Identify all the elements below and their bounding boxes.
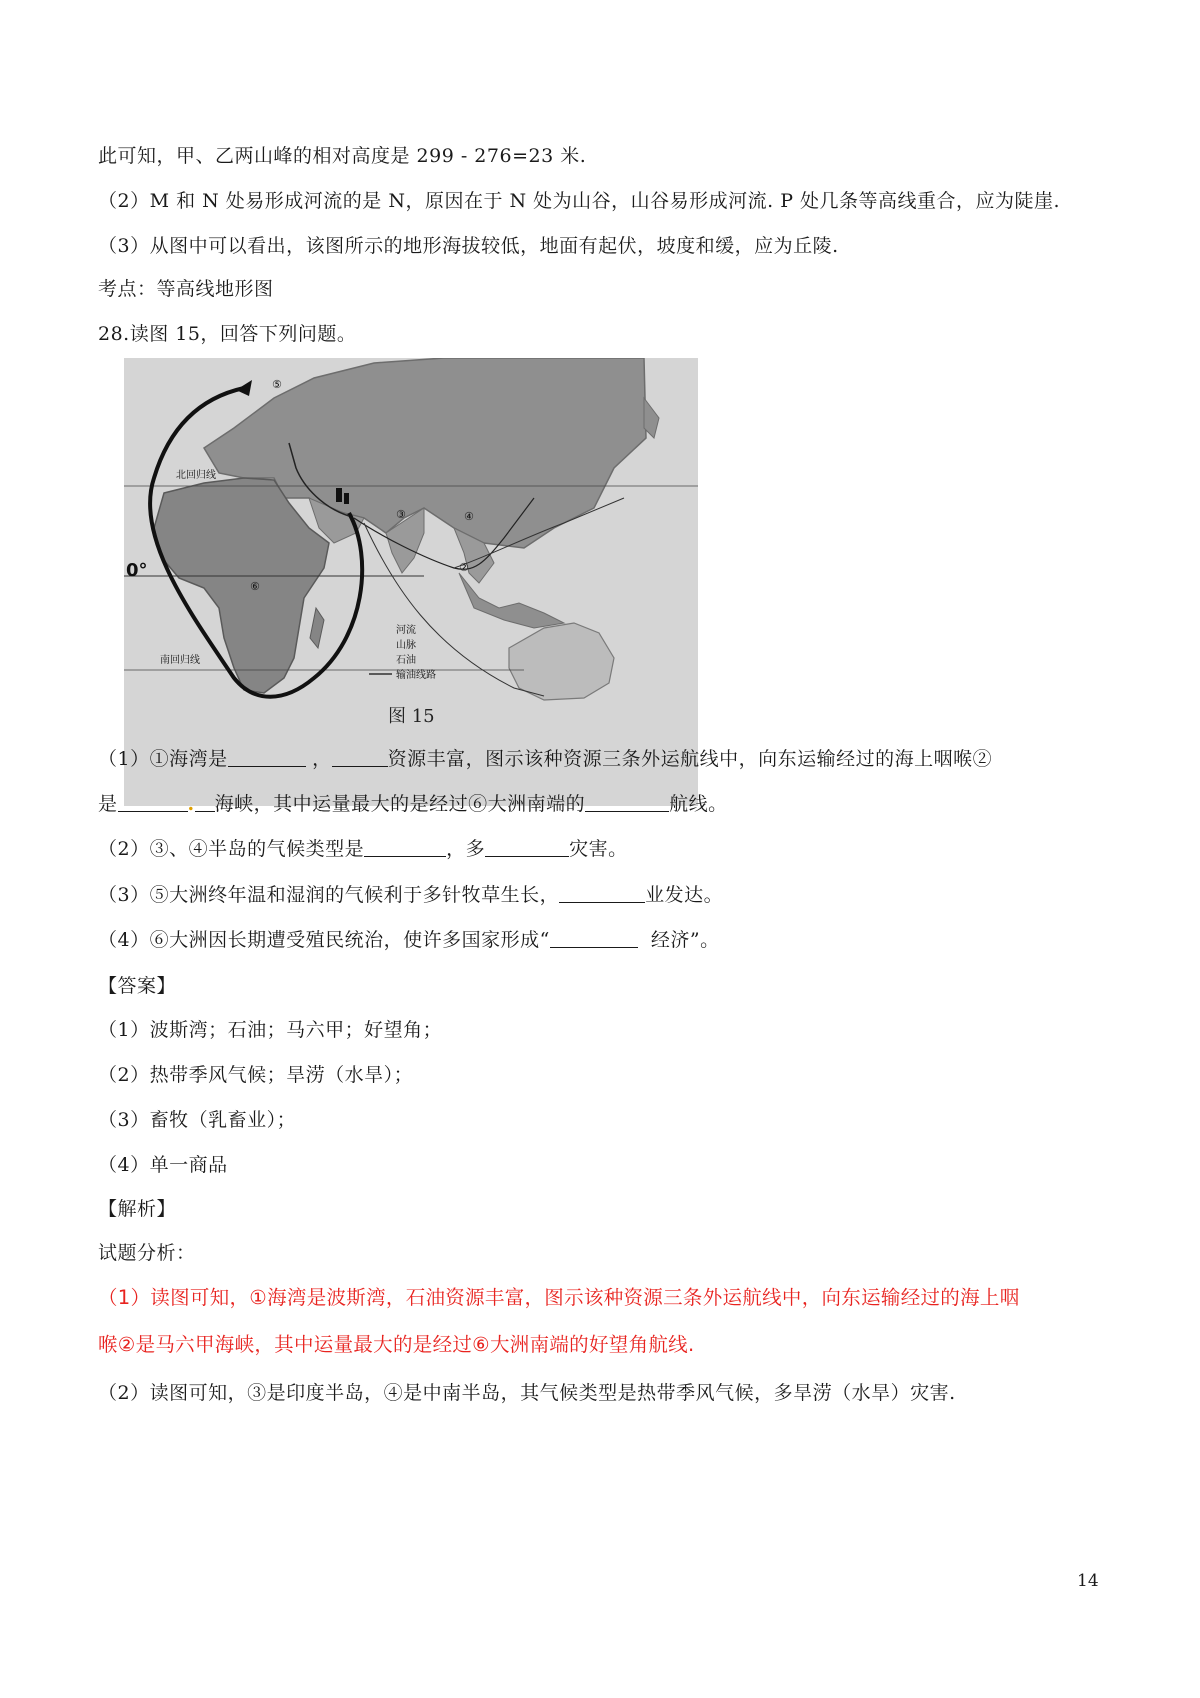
blank-field[interactable]	[550, 929, 638, 948]
svg-text:山脉: 山脉	[396, 640, 416, 651]
answer-item: （1）波斯湾；石油；马六甲；好望角；	[98, 1019, 443, 1041]
question-title: 28.读图 15，回答下列问题。	[98, 323, 357, 345]
svg-text:石油: 石油	[396, 655, 416, 666]
blank-field[interactable]	[228, 748, 306, 767]
label-circle-6: ⑥	[250, 580, 260, 593]
blank-field[interactable]	[195, 793, 215, 812]
question-1-line-2: 是 . 海峡，其中运量最大的是经过⑥大洲南端的 航线。	[98, 793, 728, 815]
blank-field[interactable]	[332, 748, 388, 767]
blank-field[interactable]	[585, 793, 669, 812]
analysis-intro: 试题分析：	[98, 1242, 196, 1264]
label-circle-4: ④	[464, 510, 474, 523]
svg-text:河流: 河流	[396, 625, 416, 636]
text-line: 此可知，甲、乙两山峰的相对高度是 299 - 276=23 米.	[98, 145, 587, 167]
tropic-cancer-label: 北回归线	[176, 470, 216, 481]
map-figure	[124, 358, 698, 806]
text-line: （3）从图中可以看出，该图所示的地形海拔较低，地面有起伏，坡度和缓，应为丘陵.	[98, 235, 839, 257]
analysis-heading: 【解析】	[98, 1198, 177, 1220]
figure-caption: 图 15	[388, 706, 435, 727]
answer-item: （4）单一商品	[98, 1154, 228, 1176]
label-circle-5: ⑤	[272, 378, 282, 391]
analysis-line: （2）读图可知，③是印度半岛，④是中南半岛，其气候类型是热带季风气候，多旱涝（水旱）灾害.	[98, 1382, 956, 1404]
svg-text:输油线路: 输油线路	[396, 670, 436, 681]
marker-dot: .	[187, 793, 195, 815]
blank-field[interactable]	[485, 838, 569, 857]
blank-field[interactable]	[559, 884, 645, 903]
equator-label: 0°	[126, 560, 148, 581]
text-line: （2）M 和 N 处易形成河流的是 N，原因在于 N 处为山谷，山谷易形成河流. P 处几条等高线重合，应为陡崖.	[98, 190, 1061, 212]
blank-field[interactable]	[364, 838, 446, 857]
question-2-line: （2）③、④半岛的气候类型是 ，多 灾害。	[98, 838, 628, 860]
question-1-line-1: （1）①海湾是 ， 资源丰富，图示该种资源三条外运航线中，向东运输经过的海上咽喉②	[98, 748, 993, 770]
analysis-red-line: （1）读图可知，①海湾是波斯湾，石油资源丰富，图示该种资源三条外运航线中，向东运输经过的海上咽	[98, 1286, 1020, 1309]
answer-item: （2）热带季风气候；旱涝（水旱）；	[98, 1064, 414, 1086]
question-4-line: （4）⑥大洲因长期遭受殖民统治，使许多国家形成“ 经济”。	[98, 929, 720, 951]
label-circle-3: ③	[396, 508, 406, 521]
blank-field[interactable]	[118, 793, 188, 812]
answer-item: （3）畜牧（乳畜业）；	[98, 1109, 297, 1131]
label-circle-2: ②	[459, 561, 469, 574]
analysis-red-line: 喉②是马六甲海峡，其中运量最大的是经过⑥大洲南端的好望角航线.	[98, 1333, 695, 1356]
question-3-line: （3）⑤大洲终年温和湿润的气候利于多针牧草生长， 业发达。	[98, 884, 724, 906]
text-line: 考点：等高线地形图	[98, 278, 274, 300]
tropic-capricorn-label: 南回归线	[160, 655, 200, 666]
page-number: 14	[1077, 1571, 1099, 1591]
answer-heading: 【答案】	[98, 975, 177, 997]
